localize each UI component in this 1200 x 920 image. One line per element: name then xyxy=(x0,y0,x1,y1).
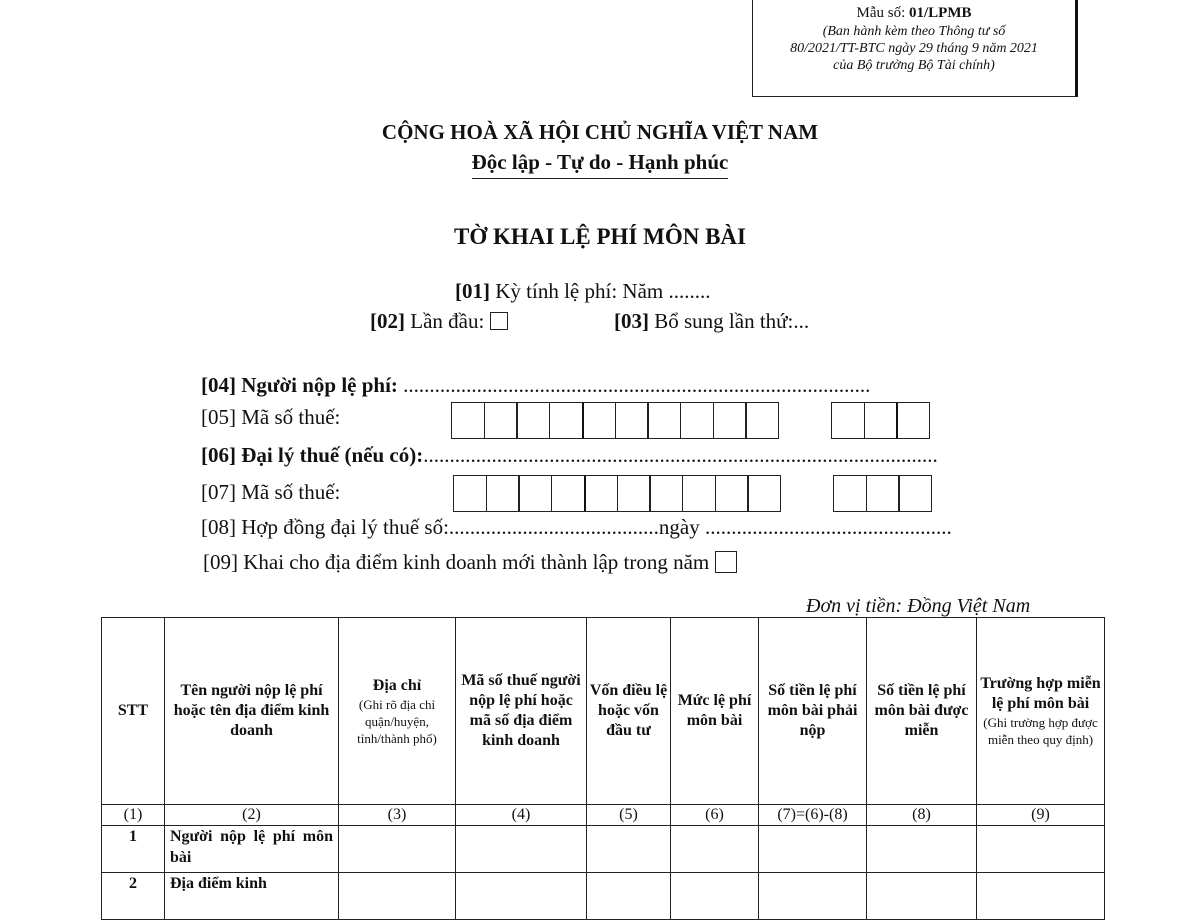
table-cell[interactable] xyxy=(977,826,1105,873)
digit-box[interactable] xyxy=(486,475,520,512)
field-04 xyxy=(201,373,870,398)
digit-box[interactable] xyxy=(617,475,651,512)
col-header-fee-exempted: Số tiền lệ phí môn bài được miễn xyxy=(867,618,977,805)
field-04-dots[interactable]: ......................................................................................... xyxy=(397,373,871,397)
form-code-line xyxy=(753,4,1075,23)
table-cell[interactable] xyxy=(759,873,867,920)
field-03-code: [03] xyxy=(614,309,649,333)
digit-box[interactable] xyxy=(516,402,550,439)
row-stt: 1 xyxy=(102,826,165,873)
field-08-date-label: ngày xyxy=(658,515,700,539)
field-07-label: [07] Mã số thuế: xyxy=(201,480,341,504)
digit-box[interactable] xyxy=(715,475,749,512)
field-01 xyxy=(455,279,710,304)
field-03 xyxy=(614,309,809,334)
contract-number-dots[interactable]: ........................................ xyxy=(448,515,659,539)
col-header-stt: STT xyxy=(102,618,165,805)
col-number: (7)=(6)-(8) xyxy=(759,805,867,826)
col-number: (4) xyxy=(456,805,587,826)
col-header-name: Tên người nộp lệ phí hoặc tên địa điểm kinh doanh xyxy=(165,618,339,805)
table-cell[interactable] xyxy=(759,826,867,873)
col-number: (9) xyxy=(977,805,1105,826)
digit-box[interactable] xyxy=(680,402,714,439)
field-01-code: [01] xyxy=(455,279,490,303)
table-cell[interactable] xyxy=(671,873,759,920)
tax-code-suffix-05[interactable] xyxy=(831,402,930,439)
col-header-capital: Vốn điều lệ hoặc vốn đầu tư xyxy=(587,618,671,805)
digit-box[interactable] xyxy=(518,475,552,512)
digit-box[interactable] xyxy=(682,475,716,512)
field-09-label: [09] Khai cho địa điểm kinh doanh mới thành lập trong năm xyxy=(203,550,710,574)
row-name: Địa điểm kinh xyxy=(165,873,339,920)
table-row xyxy=(102,826,1105,873)
tax-code-suffix-07[interactable] xyxy=(833,475,932,512)
motto: Độc lập - Tự do - Hạnh phúc xyxy=(472,150,729,179)
col-header-exemption-note: (Ghi trường hợp được miễn theo quy định) xyxy=(983,715,1098,747)
field-02 xyxy=(370,309,508,334)
field-03-text: Bổ sung lần thứ:... xyxy=(649,309,810,333)
col-number: (6) xyxy=(671,805,759,826)
col-header-address: Địa chỉ (Ghi rõ địa chỉ quận/huyện, tỉnh/thành phố) xyxy=(339,618,456,805)
digit-box[interactable] xyxy=(649,475,683,512)
digit-box[interactable] xyxy=(898,475,932,512)
table-cell[interactable] xyxy=(977,873,1105,920)
issued-line-1: (Ban hành kèm theo Thông tư số xyxy=(822,24,1006,39)
table-cell[interactable] xyxy=(456,826,587,873)
digit-box[interactable] xyxy=(713,402,747,439)
table-row xyxy=(102,873,1105,920)
col-number: (2) xyxy=(165,805,339,826)
col-header-exemption-case: Trường hợp miễn lệ phí môn bài (Ghi trường hợp được miễn theo quy định) xyxy=(977,618,1105,805)
digit-box[interactable] xyxy=(615,402,649,439)
digit-box[interactable] xyxy=(647,402,681,439)
digit-box[interactable] xyxy=(866,475,900,512)
field-08 xyxy=(201,515,952,540)
table-cell[interactable] xyxy=(587,826,671,873)
declaration-table xyxy=(101,617,1105,920)
col-header-fee-payable: Số tiền lệ phí môn bài phải nộp xyxy=(759,618,867,805)
field-02-text: Lần đầu: xyxy=(405,309,490,333)
field-06-label: [06] Đại lý thuế (nếu có): xyxy=(201,443,424,467)
tax-code-boxes-05[interactable] xyxy=(451,402,779,439)
field-06-dots[interactable]: .................................................................................................. xyxy=(423,443,938,467)
row-stt: 2 xyxy=(102,873,165,920)
issued-line-3: của Bộ trưởng Bộ Tài chính) xyxy=(833,58,995,73)
digit-box[interactable] xyxy=(549,402,583,439)
field-04-label: [04] Người nộp lệ phí: xyxy=(201,373,398,397)
currency-unit: Đơn vị tiền: Đồng Việt Nam xyxy=(806,595,1031,617)
form-code-label: Mẫu số: xyxy=(856,5,909,21)
col-number: (3) xyxy=(339,805,456,826)
field-05-label: [05] Mã số thuế: xyxy=(201,405,341,429)
digit-box[interactable] xyxy=(584,475,618,512)
digit-box[interactable] xyxy=(451,402,485,439)
field-06 xyxy=(201,443,938,468)
form-code: 01/LPMB xyxy=(909,5,972,21)
table-cell[interactable] xyxy=(456,873,587,920)
form-title: TỜ KHAI LỆ PHÍ MÔN BÀI xyxy=(453,224,746,249)
digit-box[interactable] xyxy=(864,402,898,439)
digit-box[interactable] xyxy=(896,402,930,439)
field-01-text: Kỳ tính lệ phí: Năm ........ xyxy=(490,279,711,303)
table-cell[interactable] xyxy=(867,873,977,920)
column-number-row xyxy=(102,805,1105,826)
table-cell[interactable] xyxy=(339,826,456,873)
new-location-checkbox[interactable] xyxy=(715,551,737,573)
field-08-label: [08] Hợp đồng đại lý thuế số: xyxy=(201,515,449,539)
contract-date-dots[interactable]: ............................................... xyxy=(699,515,952,539)
digit-box[interactable] xyxy=(833,475,867,512)
table-cell[interactable] xyxy=(867,826,977,873)
digit-box[interactable] xyxy=(831,402,865,439)
digit-box[interactable] xyxy=(582,402,616,439)
col-number: (8) xyxy=(867,805,977,826)
table-cell[interactable] xyxy=(587,873,671,920)
table-cell[interactable] xyxy=(671,826,759,873)
field-02-code: [02] xyxy=(370,309,405,333)
first-time-checkbox[interactable] xyxy=(490,312,508,330)
field-09 xyxy=(203,550,737,575)
col-header-tax-code: Mã số thuế người nộp lệ phí hoặc mã số địa điểm kinh doanh xyxy=(456,618,587,805)
table-cell[interactable] xyxy=(339,873,456,920)
row-name: Người nộp lệ phí môn bài xyxy=(165,826,339,873)
form-number-box xyxy=(752,0,1078,97)
col-header-fee-level: Mức lệ phí môn bài xyxy=(671,618,759,805)
digit-box[interactable] xyxy=(484,402,518,439)
digit-box[interactable] xyxy=(747,475,781,512)
tax-code-boxes-07[interactable] xyxy=(453,475,781,512)
issued-line-2: 80/2021/TT-BTC ngày 29 tháng 9 năm 2021 xyxy=(790,41,1038,56)
nation-heading: CỘNG HOÀ XÃ HỘI CHỦ NGHĨA VIỆT NAM xyxy=(381,120,819,144)
col-number: (5) xyxy=(587,805,671,826)
digit-box[interactable] xyxy=(551,475,585,512)
col-number: (1) xyxy=(102,805,165,826)
digit-box[interactable] xyxy=(745,402,779,439)
digit-box[interactable] xyxy=(453,475,487,512)
col-header-address-note: (Ghi rõ địa chỉ quận/huyện, tỉnh/thành phố) xyxy=(357,696,437,746)
